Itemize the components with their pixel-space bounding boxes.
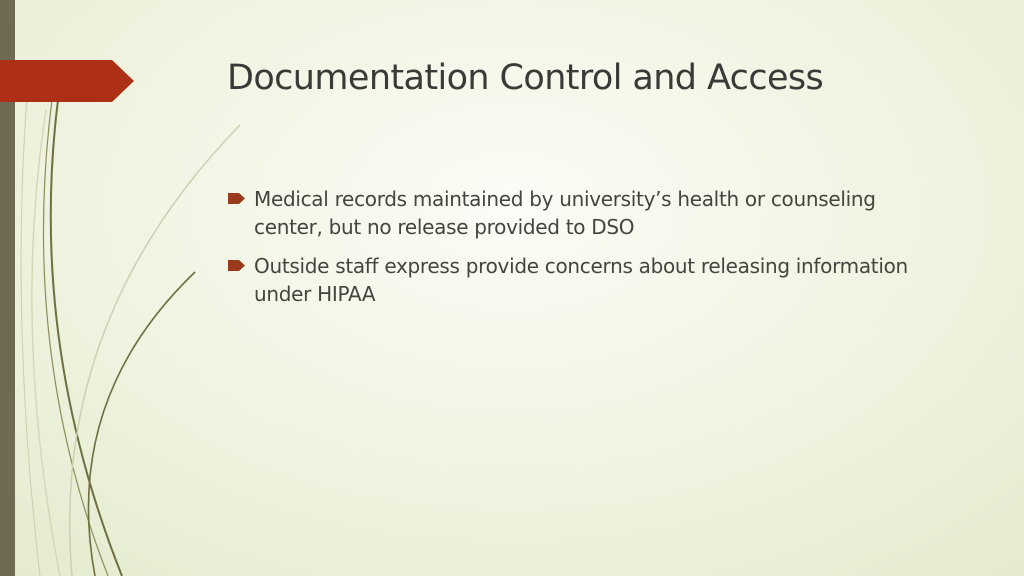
title-accent-arrow bbox=[0, 60, 134, 102]
arrow-bullet-icon bbox=[228, 193, 245, 204]
bullet-item bbox=[228, 252, 928, 308]
swoosh-line bbox=[32, 110, 60, 576]
arrow-bullet-icon bbox=[228, 260, 245, 271]
bullet-list bbox=[228, 185, 928, 319]
bullet-text: Medical records maintained by university’s health or counseling center, but no release provided to DSO bbox=[254, 187, 876, 239]
swoosh-line bbox=[70, 125, 240, 576]
swoosh-line bbox=[51, 100, 122, 576]
swoosh-line bbox=[21, 60, 40, 576]
bullet-text: Outside staff express provide concerns about releasing information under HIPAA bbox=[254, 254, 908, 306]
bullet-item bbox=[228, 185, 928, 241]
swoosh-line bbox=[43, 100, 108, 576]
slide-title: Documentation Control and Access bbox=[227, 58, 824, 98]
